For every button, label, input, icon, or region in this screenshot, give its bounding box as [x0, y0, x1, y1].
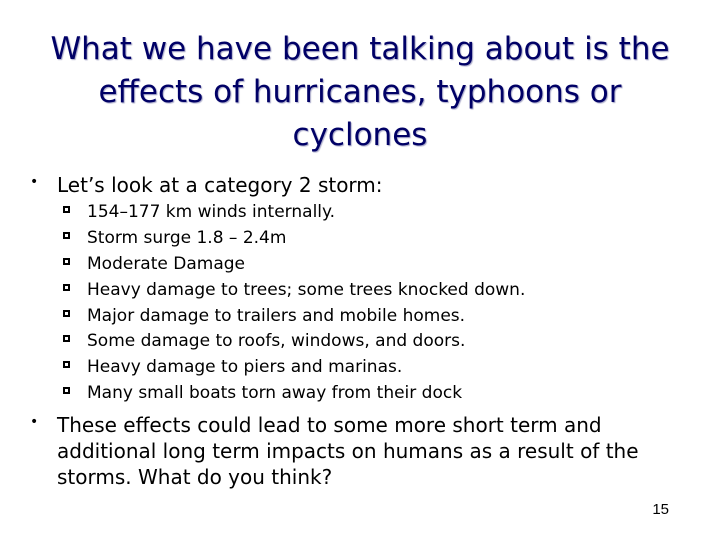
list-item — [63, 304, 663, 330]
sub-bullet-list — [63, 200, 663, 407]
square-bullet-icon — [63, 361, 70, 368]
list-item — [63, 200, 663, 226]
square-bullet-icon — [63, 258, 70, 265]
bullet-marker: • — [30, 414, 39, 430]
list-item — [63, 329, 663, 355]
title-line: cyclones — [292, 117, 428, 153]
page-number: 15 — [652, 501, 669, 518]
list-item — [63, 381, 663, 407]
sub-bullet-text: Storm surge 1.8 – 2.4m — [87, 227, 287, 248]
paragraph-line: additional long term impacts on humans as a result of the — [57, 439, 639, 463]
list-item — [63, 355, 663, 381]
title-line: What we have been talking about is the — [50, 31, 670, 67]
bullet-item — [30, 172, 690, 198]
square-bullet-icon — [63, 232, 70, 239]
sub-bullet-text: Moderate Damage — [87, 253, 245, 274]
bullet-marker: • — [30, 174, 39, 190]
bullet-item — [30, 412, 700, 492]
list-item — [63, 278, 663, 304]
list-item — [63, 226, 663, 252]
bullet-paragraph — [57, 412, 707, 490]
sub-bullet-text: Many small boats torn away from their dock — [87, 383, 463, 404]
title-line: effects of hurricanes, typhoons or — [98, 74, 622, 110]
sub-bullet-text: Major damage to trailers and mobile homes. — [87, 305, 466, 326]
square-bullet-icon — [63, 335, 70, 342]
slide-title — [20, 28, 700, 157]
square-bullet-icon — [63, 206, 70, 213]
square-bullet-icon — [63, 387, 70, 394]
sub-bullet-text: Some damage to roofs, windows, and doors. — [87, 331, 466, 352]
square-bullet-icon — [63, 310, 70, 317]
square-bullet-icon — [63, 284, 70, 291]
bullet-text: Let’s look at a category 2 storm: — [57, 173, 383, 197]
list-item — [63, 252, 663, 278]
paragraph-line: storms. What do you think? — [57, 465, 333, 489]
sub-bullet-text: Heavy damage to trees; some trees knocked down. — [87, 279, 526, 300]
sub-bullet-text: 154–177 km winds internally. — [87, 202, 336, 222]
sub-bullet-text: Heavy damage to piers and marinas. — [87, 357, 403, 378]
paragraph-line: These effects could lead to some more short term and — [57, 413, 602, 437]
